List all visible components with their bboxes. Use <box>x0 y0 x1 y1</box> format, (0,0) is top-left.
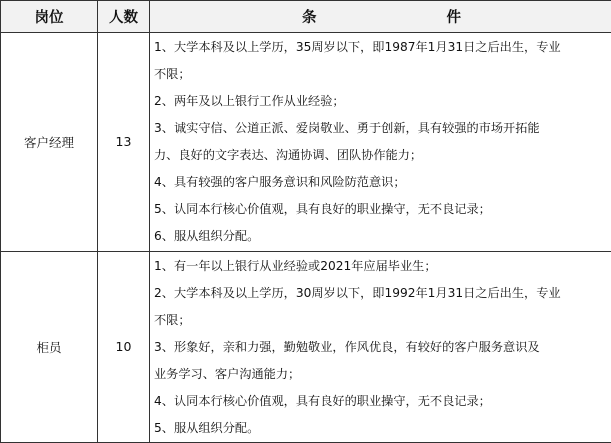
header-position: 岗位 <box>1 1 98 33</box>
position-cell: 柜员 <box>1 251 98 442</box>
count-cell: 13 <box>98 33 150 252</box>
condition-line: 1、大学本科及以上学历，35周岁以下，即1987年1月31日之后出生，专业 <box>154 40 561 54</box>
condition-line: 3、诚实守信、公道正派、爱岗敬业、勇于创新，具有较强的市场开拓能 <box>154 121 540 135</box>
table-row-teller <box>1 251 611 442</box>
header-row <box>1 1 611 33</box>
header-conditions <box>150 1 611 33</box>
condition-line: 4、具有较强的客户服务意识和风险防范意识； <box>154 175 406 189</box>
condition-line: 3、形象好，亲和力强，勤勉敬业，作风优良，有较好的客户服务意识及 <box>154 339 540 354</box>
header-count: 人数 <box>98 1 150 33</box>
condition-line: 1、有一年以上银行从业经验或2021年应届毕业生； <box>154 258 437 273</box>
condition-line: 5、服从组织分配。 <box>154 420 260 435</box>
condition-line: 力、良好的文字表达、沟通协调、团队协作能力； <box>154 148 423 162</box>
table-row-customer-manager <box>1 33 611 252</box>
condition-line: 4、认同本行核心价值观，具有良好的职业操守，无不良记录； <box>154 393 491 408</box>
condition-line: 不限； <box>154 67 191 81</box>
conditions-cell <box>150 33 611 252</box>
position-cell: 客户经理 <box>1 33 98 252</box>
count-cell: 10 <box>98 251 150 442</box>
condition-line: 5、认同本行核心价值观，具有良好的职业操守，无不良记录； <box>154 202 491 216</box>
condition-line: 6、服从组织分配。 <box>154 229 260 243</box>
conditions-cell <box>150 251 611 442</box>
header-conditions-right: 件 <box>446 10 461 26</box>
condition-line: 不限； <box>154 312 191 327</box>
condition-line: 2、大学本科及以上学历，30周岁以下，即1992年1月31日之后出生，专业 <box>154 285 561 300</box>
condition-line: 业务学习、客户沟通能力； <box>154 366 301 381</box>
header-conditions-left: 条 <box>302 10 317 26</box>
condition-line: 2、两年及以上银行工作从业经验； <box>154 94 345 108</box>
